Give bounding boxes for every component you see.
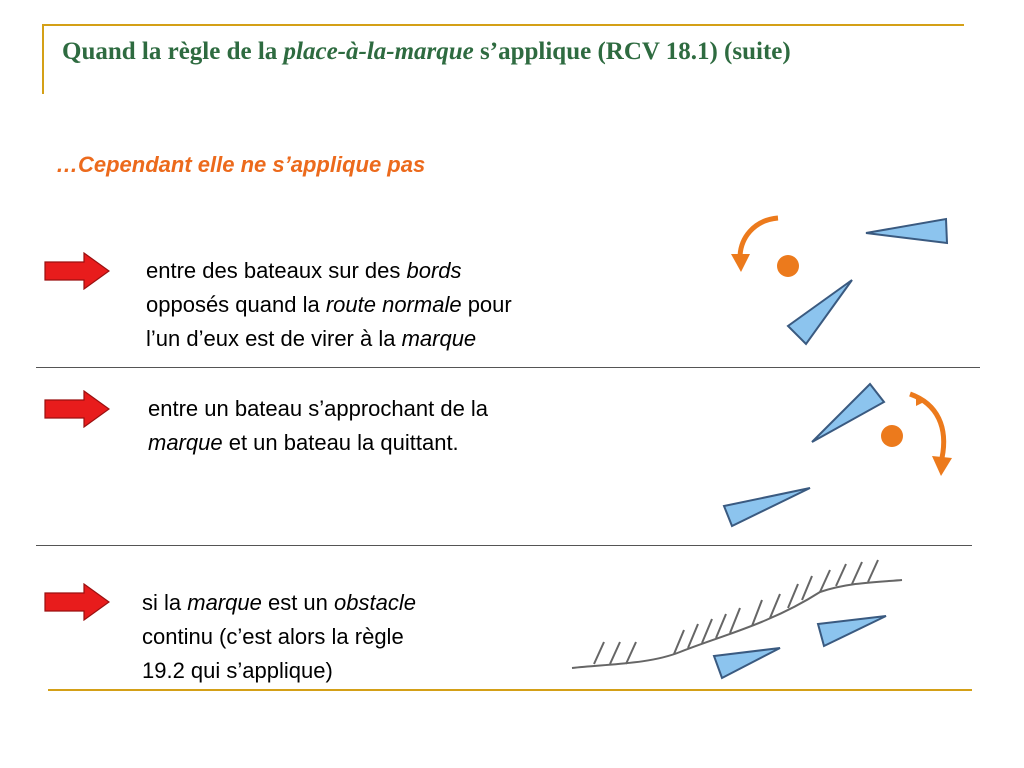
item-3-text: si la marque est un obstacle continu (c’est alors la règle 19.2 qui s’applique) xyxy=(142,590,416,683)
frame-top-line xyxy=(42,24,964,26)
item-1-text: entre des bateaux sur des bords opposés quand la route normale pour l’un d’eux est de virer à la marque xyxy=(146,258,512,351)
slide-title: Quand la règle de la place-à-la-marque s’applique (RCV 18.1) (suite) xyxy=(62,38,791,65)
rotation-arrow-icon xyxy=(910,394,944,458)
shore-hatching xyxy=(594,560,878,664)
item-2-text: entre un bateau s’approchant de la marque et un bateau la quittant. xyxy=(148,396,489,455)
approach-leave-diagram xyxy=(720,378,960,533)
opposite-tacks-diagram xyxy=(720,210,960,350)
frame-left-line xyxy=(42,24,44,94)
boat-icon xyxy=(812,384,884,442)
separator-line xyxy=(36,367,980,368)
red-arrow-icon xyxy=(44,390,110,428)
red-arrow-icon xyxy=(44,583,110,621)
rotation-arrow-icon xyxy=(740,218,778,258)
rotation-arrowhead-icon xyxy=(932,456,952,476)
mark-buoy-icon xyxy=(881,425,903,447)
bottom-gold-line xyxy=(48,689,972,691)
red-arrow-icon xyxy=(44,252,110,290)
boat-icon xyxy=(788,280,852,344)
boat-icon xyxy=(724,488,810,526)
obstacle-diagram xyxy=(570,560,910,680)
boat-icon xyxy=(866,219,947,243)
mark-buoy-icon xyxy=(777,255,799,277)
slide-subtitle: …Cependant elle ne s’applique pas xyxy=(56,152,426,177)
rotation-arrowhead-icon xyxy=(731,254,750,272)
boat-icon xyxy=(714,648,780,678)
boat-icon xyxy=(818,616,886,646)
separator-line xyxy=(36,545,972,546)
